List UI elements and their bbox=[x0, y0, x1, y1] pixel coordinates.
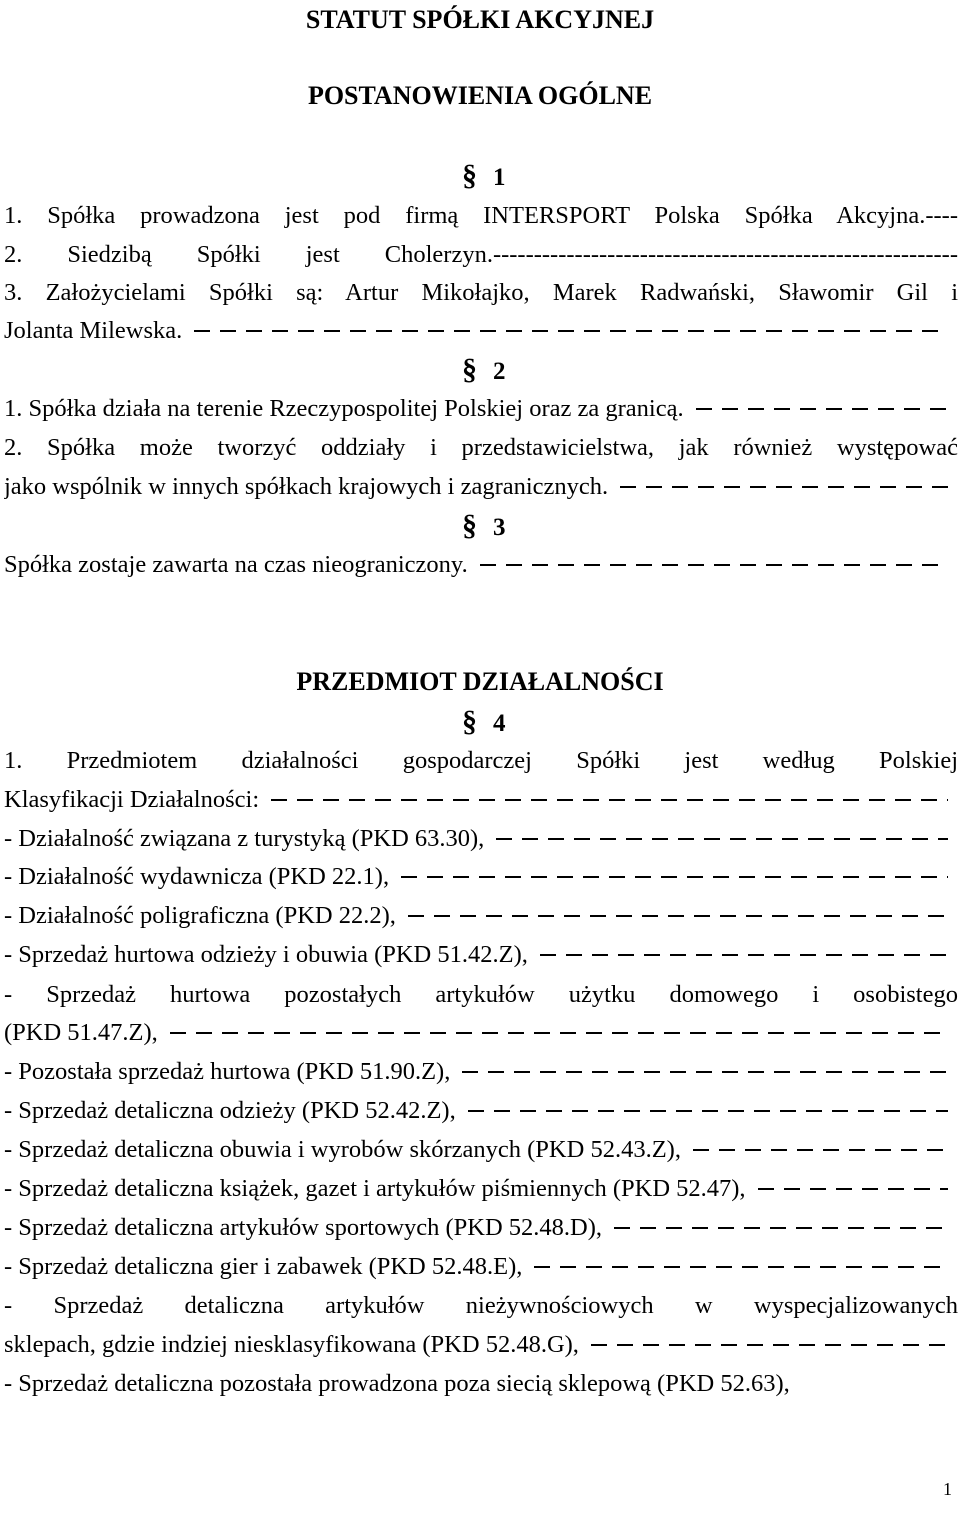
list-item: - Pozostała sprzedaż hurtowa (PKD 51.90.Z), bbox=[4, 1052, 958, 1091]
dash-filler bbox=[496, 838, 948, 840]
dash-filler bbox=[693, 1149, 948, 1151]
list-item: (PKD 51.47.Z), bbox=[4, 1013, 958, 1052]
dash-filler bbox=[540, 954, 948, 956]
text-line: 3. Założycielami Spółki są: Artur Mikołajko, Marek Radwański, Sławomir Gil i bbox=[4, 279, 958, 306]
list-item: - Działalność wydawnicza (PKD 22.1), bbox=[4, 857, 958, 896]
text-line: Spółka zostaje zawarta na czas nieograniczony. bbox=[4, 545, 958, 584]
dash-filler bbox=[480, 564, 948, 566]
dash-filler bbox=[620, 486, 948, 488]
dash-filler bbox=[462, 1071, 948, 1073]
dash-filler bbox=[534, 1266, 948, 1268]
text-line: Jolanta Milewska. bbox=[4, 311, 958, 350]
paragraph-sign-icon: § bbox=[462, 509, 477, 542]
paragraph-mark-2: § 2 bbox=[462, 350, 506, 390]
dash-filler bbox=[758, 1188, 948, 1190]
section-heading-activity: PRZEDMIOT DZIAŁALNOŚCI bbox=[296, 667, 664, 696]
list-item: - Działalność poligraficzna (PKD 22.2), bbox=[4, 896, 958, 935]
list-item: - Sprzedaż detaliczna książek, gazet i artykułów piśmiennych (PKD 52.47), bbox=[4, 1169, 958, 1208]
dash-filler bbox=[194, 330, 948, 332]
list-item: - Działalność związana z turystyką (PKD 63.30), bbox=[4, 819, 958, 858]
list-item: - Sprzedaż detaliczna obuwia i wyrobów skórzanych (PKD 52.43.Z), bbox=[4, 1130, 958, 1169]
dash-filler bbox=[696, 408, 948, 410]
dash-filler bbox=[591, 1344, 948, 1346]
list-item: - Sprzedaż detaliczna pozostała prowadzona poza siecią sklepową (PKD 52.63), bbox=[4, 1370, 790, 1397]
dash-filler bbox=[614, 1227, 948, 1229]
list-item: - Sprzedaż hurtowa pozostałych artykułów użytku domowego i osobistego bbox=[4, 981, 958, 1008]
paragraph-sign-icon: § bbox=[462, 705, 477, 738]
paragraph-sign-icon: § bbox=[462, 353, 477, 386]
dash-filler bbox=[271, 799, 948, 801]
list-item: - Sprzedaż detaliczna artykułów sportowych (PKD 52.48.D), bbox=[4, 1208, 958, 1247]
paragraph-mark-4: § 4 bbox=[462, 702, 506, 742]
text-line: 1. Spółka prowadzona jest pod firmą INTERSPORT Polska Spółka Akcyjna.---- bbox=[4, 202, 958, 229]
dash-filler bbox=[401, 876, 948, 878]
page-number: 1 bbox=[943, 1479, 952, 1499]
dash-filler bbox=[170, 1032, 948, 1034]
list-item: - Sprzedaż detaliczna gier i zabawek (PKD 52.48.E), bbox=[4, 1247, 958, 1286]
list-item: - Sprzedaż detaliczna odzieży (PKD 52.42.Z), bbox=[4, 1091, 958, 1130]
dash-filler bbox=[408, 915, 948, 917]
list-item: - Sprzedaż detaliczna artykułów nieżywnościowych w wyspecjalizowanych bbox=[4, 1292, 958, 1319]
list-item: - Sprzedaż hurtowa odzieży i obuwia (PKD 51.42.Z), bbox=[4, 935, 958, 974]
text-line: Klasyfikacji Działalności: bbox=[4, 780, 958, 819]
text-line: jako wspólnik w innych spółkach krajowych i zagranicznych. bbox=[4, 467, 958, 506]
paragraph-mark-3: § 3 bbox=[462, 506, 506, 546]
list-item: sklepach, gdzie indziej niesklasyfikowana (PKD 52.48.G), bbox=[4, 1325, 958, 1364]
section-heading-general: POSTANOWIENIA OGÓLNE bbox=[307, 81, 653, 110]
text-line: 1. Spółka działa na terenie Rzeczypospolitej Polskiej oraz za granicą. bbox=[4, 389, 958, 428]
dash-filler bbox=[468, 1110, 948, 1112]
paragraph-sign-icon: § bbox=[462, 159, 477, 192]
text-line: 2. Spółka może tworzyć oddziały i przedstawicielstwa, jak również występować bbox=[4, 434, 958, 461]
text-line: 2. Siedzibą Spółki jest Cholerzyn.--------------------------------------------------------- bbox=[4, 241, 958, 268]
document-title: STATUT SPÓŁKI AKCYJNEJ bbox=[305, 5, 655, 34]
text-line: 1. Przedmiotem działalności gospodarczej Spółki jest według Polskiej bbox=[4, 747, 958, 774]
paragraph-mark-1: § 1 bbox=[462, 156, 506, 196]
